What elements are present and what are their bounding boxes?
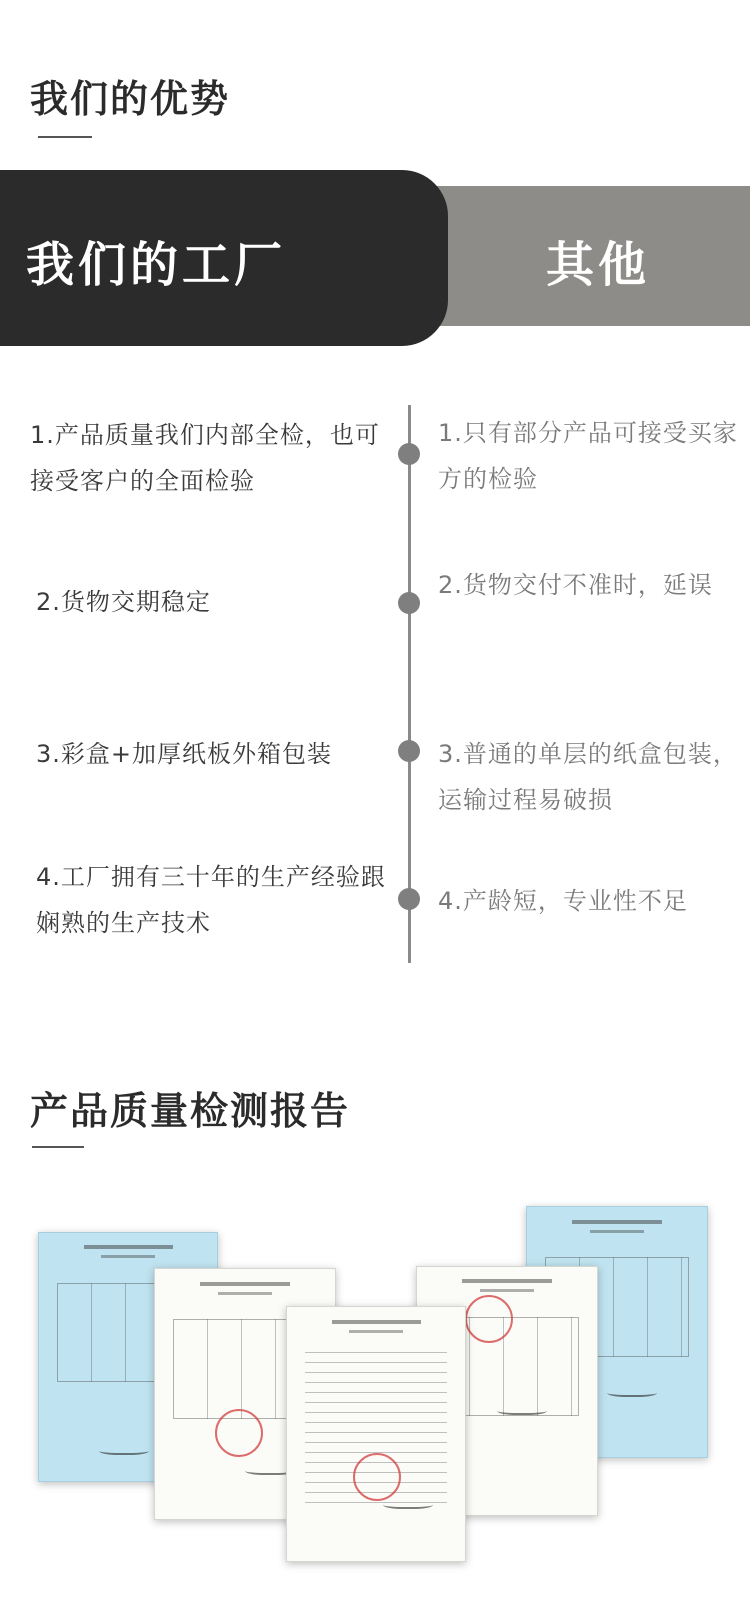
timeline-dot [398, 443, 420, 465]
advantages-title-underline [38, 136, 92, 138]
our-point-1: 1.产品质量我们内部全检，也可接受客户的全面检验 [30, 421, 380, 495]
tab-others-label: 其他 [546, 237, 651, 293]
timeline-dot [398, 888, 420, 910]
timeline-dot [398, 592, 420, 614]
our-point-2: 2.货物交期稳定 [36, 588, 211, 616]
tab-our-factory-label: 我们的工厂 [26, 237, 287, 293]
comparison-timeline [408, 405, 411, 963]
other-point-1: 1.只有部分产品可接受买家方的检验 [438, 419, 738, 493]
timeline-dot [398, 740, 420, 762]
other-point-3: 3.普通的单层的纸盒包装，运输过程易破损 [438, 740, 738, 814]
quality-report-title-underline [32, 1146, 84, 1148]
report-document [286, 1306, 466, 1562]
advantages-title: 我们的优势 [30, 77, 231, 121]
quality-report-title: 产品质量检测报告 [30, 1089, 351, 1133]
our-point-3: 3.彩盒+加厚纸板外箱包装 [36, 740, 333, 768]
other-point-4: 4.产龄短，专业性不足 [438, 887, 688, 915]
our-point-4: 4.工厂拥有三十年的生产经验跟娴熟的生产技术 [36, 863, 386, 937]
other-point-2: 2.货物交付不准时，延误 [438, 571, 713, 599]
quality-report-images [0, 1190, 750, 1570]
